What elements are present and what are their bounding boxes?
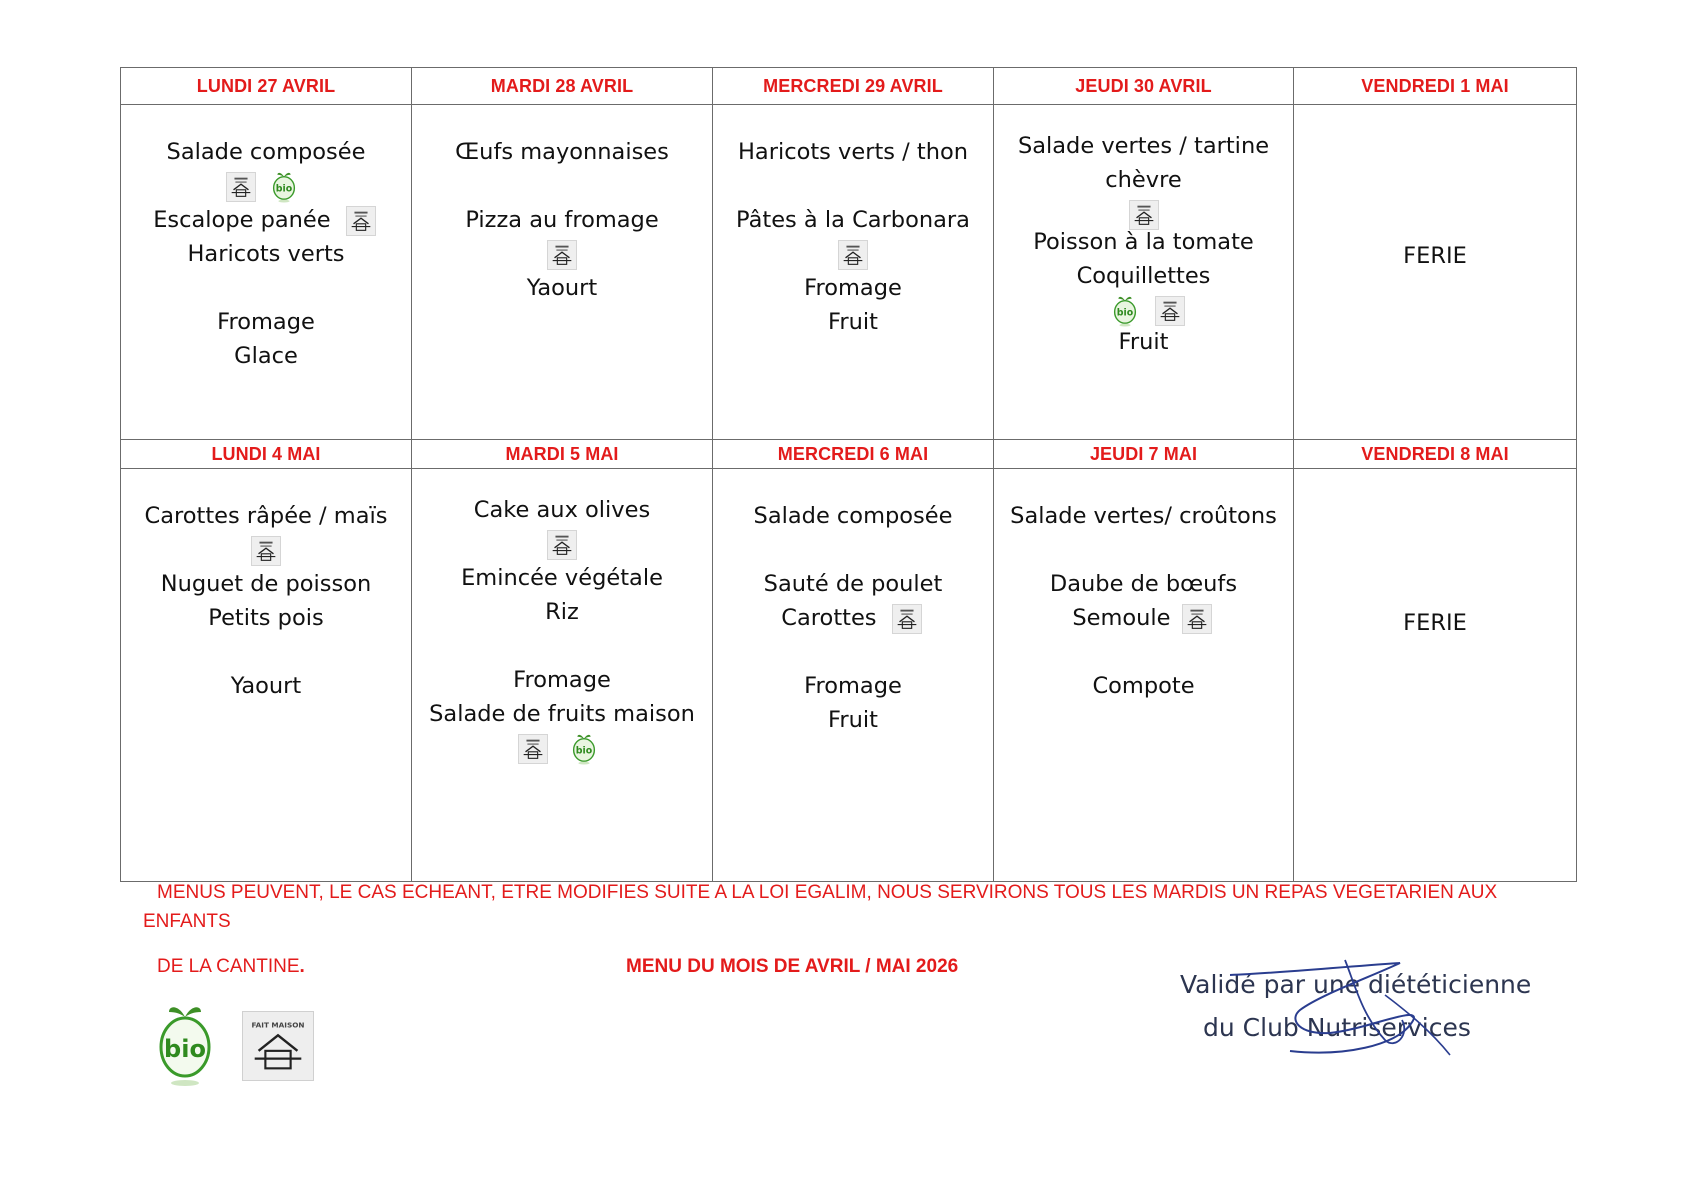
menu-item: Fromage — [804, 275, 902, 301]
signature-line-1: Validé par une diététicienne — [1180, 970, 1532, 999]
menu-item: Carottes — [781, 605, 877, 631]
menu-item: Fruit — [828, 309, 878, 335]
menu-item: Fromage — [217, 309, 315, 335]
fait-maison-icon — [346, 206, 376, 236]
bio-legend-text: bio — [164, 1035, 206, 1063]
menu-item: Riz — [545, 599, 579, 625]
menu-item: Yaourt — [526, 275, 598, 301]
fait-maison-legend-text: FAIT MAISON — [251, 1020, 305, 1030]
menu-item: Cake aux olives — [473, 497, 651, 523]
menu-cell-lundi-27 — [121, 105, 412, 440]
menu-item: Glace — [234, 343, 298, 369]
menu-cell-vendredi-1 — [1294, 105, 1577, 440]
menu-cell-vendredi-8 — [1294, 469, 1577, 882]
menu-item: chèvre — [1105, 167, 1182, 193]
week2-header-row — [121, 440, 1577, 469]
menu-item: Poisson à la tomate — [1033, 229, 1254, 255]
fait-maison-icon — [547, 530, 577, 560]
menu-item: Escalope panée — [153, 207, 331, 233]
fait-maison-icon — [1182, 604, 1212, 634]
menu-cell-mercredi-29 — [713, 105, 994, 440]
menu-item: Nuguet de poisson — [160, 571, 372, 597]
menu-item: Compote — [1092, 673, 1195, 699]
week1-header-row — [121, 68, 1577, 105]
dietitian-signature — [1170, 955, 1550, 1065]
day-header-jeudi-7: JEUDI 7 MAI — [994, 440, 1294, 469]
menu-item: Daube de bœufs — [1049, 571, 1238, 597]
bio-icon — [271, 171, 297, 203]
menu-table — [120, 67, 1577, 882]
menu-cell-lundi-4 — [121, 469, 412, 882]
menu-cell-mardi-5 — [412, 469, 713, 882]
holiday-label: FERIE — [1403, 243, 1467, 269]
bio-legend-icon — [157, 1003, 213, 1089]
menu-item: Salade vertes / tartine — [1017, 133, 1270, 159]
menu-month-title: MENU DU MOIS DE AVRIL / MAI 2026 — [626, 956, 959, 977]
signature-line-2: du Club Nutriservices — [1203, 1013, 1471, 1042]
menu-item: Œufs mayonnaises — [455, 139, 669, 165]
menu-item: Emincée végétale — [461, 565, 663, 591]
egalim-notice-line-3 — [157, 952, 305, 981]
menu-cell-mercredi-6 — [713, 469, 994, 882]
menu-item: Pâtes à la Carbonara — [736, 207, 970, 233]
week1-menu-row — [121, 105, 1577, 440]
fait-maison-icon — [226, 172, 256, 202]
menu-item: Carottes râpée / maïs — [144, 503, 388, 529]
menu-item: Fruit — [1118, 329, 1169, 355]
menu-cell-jeudi-7 — [994, 469, 1294, 882]
bio-icon — [1112, 295, 1138, 327]
menu-item: Fromage — [804, 673, 902, 699]
menu-item: Fromage — [513, 667, 611, 693]
day-header-lundi-27: LUNDI 27 AVRIL — [121, 68, 412, 105]
menu-item: Haricots verts / thon — [738, 139, 968, 165]
menu-item: Salade composée — [753, 503, 953, 529]
menu-cell-mardi-28 — [412, 105, 713, 440]
fait-maison-icon — [251, 536, 281, 566]
day-header-mercredi-29: MERCREDI 29 AVRIL — [713, 68, 994, 105]
menu-item: Fruit — [828, 707, 878, 733]
holiday-label: FERIE — [1403, 610, 1467, 636]
menu-item-with-icon — [121, 203, 411, 237]
fait-maison-icon — [547, 240, 577, 270]
menu-item-with-icon — [994, 601, 1293, 635]
menu-item: Salade composée — [166, 139, 366, 165]
day-header-mercredi-6: MERCREDI 6 MAI — [713, 440, 994, 469]
notice-text: DE LA CANTINE — [157, 956, 300, 977]
menu-item: Sauté de poulet — [763, 571, 943, 597]
week2-menu-row — [121, 469, 1577, 882]
menu-item: Salade vertes/ croûtons — [1010, 503, 1277, 529]
fait-maison-icon — [518, 734, 548, 764]
egalim-notice-line-2: ENFANTS — [143, 911, 231, 932]
day-header-jeudi-30: JEUDI 30 AVRIL — [994, 68, 1294, 105]
menu-item: Haricots verts — [187, 241, 345, 267]
fait-maison-icon — [892, 604, 922, 634]
day-header-lundi-4: LUNDI 4 MAI — [121, 440, 412, 469]
menu-item: Salade de fruits maison — [429, 701, 695, 727]
day-header-vendredi-1: VENDREDI 1 MAI — [1294, 68, 1577, 105]
fait-maison-icon — [1155, 296, 1185, 326]
menu-item: Petits pois — [208, 605, 324, 631]
notice-period: . — [299, 956, 305, 977]
signature-scribble — [1170, 955, 1550, 1065]
menu-item: Semoule — [1072, 605, 1171, 631]
bio-icon — [571, 733, 597, 765]
menu-item: Coquillettes — [1076, 263, 1211, 289]
fait-maison-legend-icon — [242, 1011, 314, 1081]
day-header-vendredi-8: VENDREDI 8 MAI — [1294, 440, 1577, 469]
day-header-mardi-5: MARDI 5 MAI — [412, 440, 713, 469]
menu-item: Pizza au fromage — [465, 207, 659, 233]
egalim-notice-line-1: MENUS PEUVENT, LE CAS ECHEANT, ETRE MODIFIES SUITE A LA LOI EGALIM, NOUS SERVIRONS TOUS LES MARDIS UN REPAS VEGETARIEN AUX — [157, 882, 1498, 903]
menu-item-with-icon — [713, 601, 993, 635]
menu-item: Yaourt — [230, 673, 302, 699]
day-header-mardi-28: MARDI 28 AVRIL — [412, 68, 713, 105]
fait-maison-icon — [838, 240, 868, 270]
menu-cell-jeudi-30 — [994, 105, 1294, 440]
